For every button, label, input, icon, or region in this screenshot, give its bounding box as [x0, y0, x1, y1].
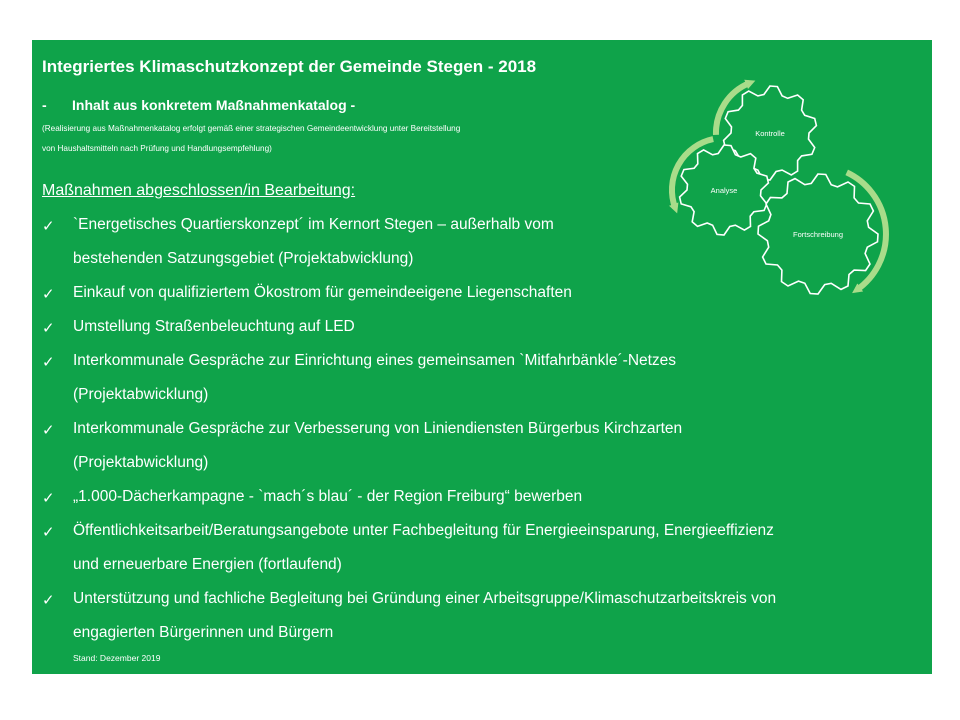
check-icon: ✓: [42, 218, 55, 235]
measure-line: engagierten Bürgerinnen und Bürgern: [73, 624, 334, 641]
gear-label: Fortschreibung: [792, 230, 844, 239]
check-icon: ✓: [42, 422, 55, 439]
note-line: von Haushaltsmitteln nach Prüfung und Handlungsempfehlung): [42, 144, 272, 153]
cycle-diagram: [32, 40, 932, 674]
measure-line: Interkommunale Gespräche zur Einrichtung eines gemeinsamen `Mitfahrbänkle´-Netzes: [73, 352, 677, 369]
gear-label: Kontrolle: [755, 129, 785, 138]
measure-line: Interkommunale Gespräche zur Verbesserung von Liniendiensten Bürgerbus Kirchzarten: [73, 420, 683, 437]
measure-line: „1.000-Dächerkampagne - `mach´s blau´ - der Region Freiburg“ bewerben: [73, 488, 583, 505]
gear-label: Analyse: [710, 186, 738, 195]
slide-title: Integriertes Klimaschutzkonzept der Gemeinde Stegen - 2018: [42, 57, 537, 76]
slide-panel: [32, 40, 932, 674]
check-icon: ✓: [42, 320, 55, 337]
measure-line: bestehenden Satzungsgebiet (Projektabwicklung): [73, 250, 414, 267]
measure-line: `Energetisches Quartierskonzept´ im Kernort Stegen – außerhalb vom: [73, 216, 554, 233]
measure-line: und erneuerbare Energien (fortlaufend): [73, 556, 342, 573]
stand-date: Stand: Dezember 2019: [73, 653, 161, 663]
measure-line: Einkauf von qualifiziertem Ökostrom für gemeindeeigene Liegenschaften: [73, 284, 572, 301]
check-icon: ✓: [42, 524, 55, 541]
measure-line: (Projektabwicklung): [73, 386, 209, 403]
note-line: (Realisierung aus Maßnahmenkatalog erfolgt gemäß einer strategischen Gemeindeentwicklung unter Bereitstellung: [42, 124, 461, 133]
subtitle-dash: -: [42, 97, 47, 113]
measure-line: Umstellung Straßenbeleuchtung auf LED: [73, 318, 355, 335]
slide-subtitle: Inhalt aus konkretem Maßnahmenkatalog -: [72, 97, 356, 113]
check-icon: ✓: [42, 490, 55, 507]
measure-line: (Projektabwicklung): [73, 454, 209, 471]
check-icon: ✓: [42, 592, 55, 609]
check-icon: ✓: [42, 286, 55, 303]
check-icon: ✓: [42, 354, 55, 371]
measure-line: Öffentlichkeitsarbeit/Beratungsangebote unter Fachbegleitung für Energieeinsparung, Energieeffizienz: [73, 522, 774, 539]
section-heading: Maßnahmen abgeschlossen/in Bearbeitung:: [42, 182, 356, 199]
measure-line: Unterstützung und fachliche Begleitung bei Gründung einer Arbeitsgruppe/Klimaschutzarbeitskreis von: [73, 590, 777, 607]
